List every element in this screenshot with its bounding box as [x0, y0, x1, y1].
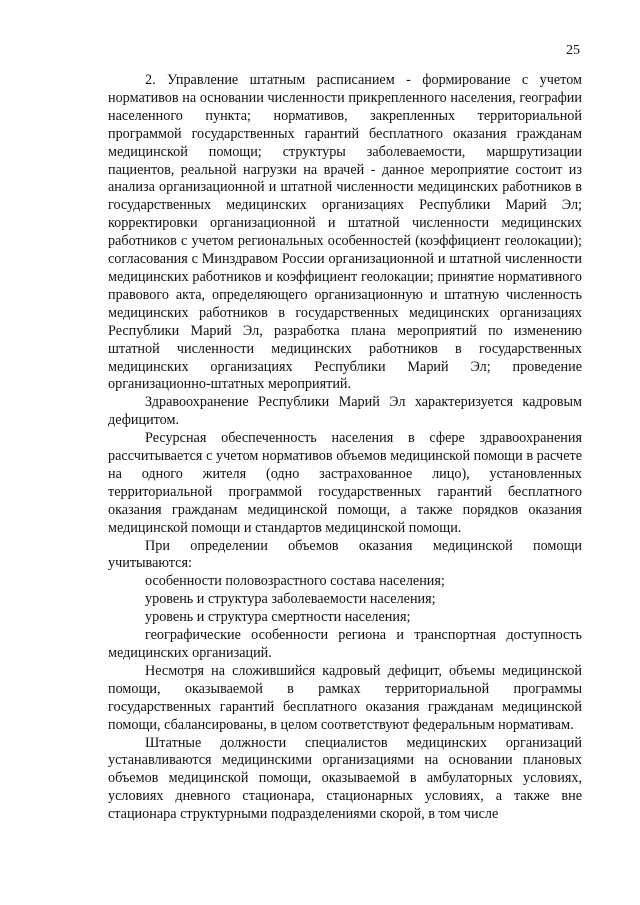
paragraph-staff-deficit: Здравоохранение Республики Марий Эл характеризуется кадровым дефицитом. [108, 394, 582, 429]
list-item: уровень и структура смертности населения; [145, 609, 411, 626]
paragraph-staff-positions: Штатные должности специалистов медицинских организаций устанавливаются медицинскими организациями на основании плановых объемов медицинской помощи, оказываемой в амбулаторных условиях, условиях дневного стационара, стационарных условиях, а также вне стационара структурными подразделениями скорой, в том числе [108, 734, 582, 823]
list-item: особенности половозрастного состава населения; [145, 573, 445, 590]
paragraph-resource-provision: Ресурсная обеспеченность населения в сфере здравоохранения рассчитывается с учетом нормативов объемов медицинской помощи в расчете на одного жителя (одно застрахованное лицо), установленных территориальной программой государственных гарантий бесплатного оказания гражданам медицинской помощи, а также порядков оказания медицинской помощи и стандартов медицинской помощи. [108, 430, 582, 536]
list-item: географические особенности региона и транспортная доступность медицинских организаций. [108, 627, 582, 661]
page-number: 25 [566, 43, 580, 58]
list-item: уровень и структура заболеваемости населения; [145, 591, 436, 608]
paragraph-staffing-management: 2. Управление штатным расписанием - формирование с учетом нормативов на основании численности прикрепленного населения, географии населенного пункта; нормативов, закрепленных территориальной программой государственных гарантий бесплатного оказания гражданам медицинской помощи; структуры заболеваемости, маршрутизации пациентов, реальной нагрузки на врачей - данное мероприятие состоит из анализа организационной и штатной численности медицинских работников в государственных медицинских организациях Республики Марий Эл; корректировки организационной и штатной численности медицинских работников с учетом региональных особенностей (коэффициент геолокации); согласования с Минздравом России организационной и штатной численности медицинских работников и коэффициент геолокации; принятие нормативного правового акта, определяющего организационную и штатную численность медицинских работников в государственных медицинских организациях Республики Марий Эл, разработка плана мероприятий по изменению штатной численности медицинских работников в государственных медицинских организациях Республики Марий Эл; проведение организационно-штатных мероприятий. [108, 72, 582, 393]
paragraph-volume-factors-intro: При определении объемов оказания медицинской помощи учитываются: [108, 537, 582, 572]
paragraph-volumes-balanced: Несмотря на сложившийся кадровый дефицит, объемы медицинской помощи, оказываемой в рамках территориальной программы государственных гарантий бесплатного оказания гражданам медицинской помощи, сбалансированы, в целом соответствуют федеральным нормативам. [108, 662, 582, 733]
document-body [108, 72, 582, 824]
